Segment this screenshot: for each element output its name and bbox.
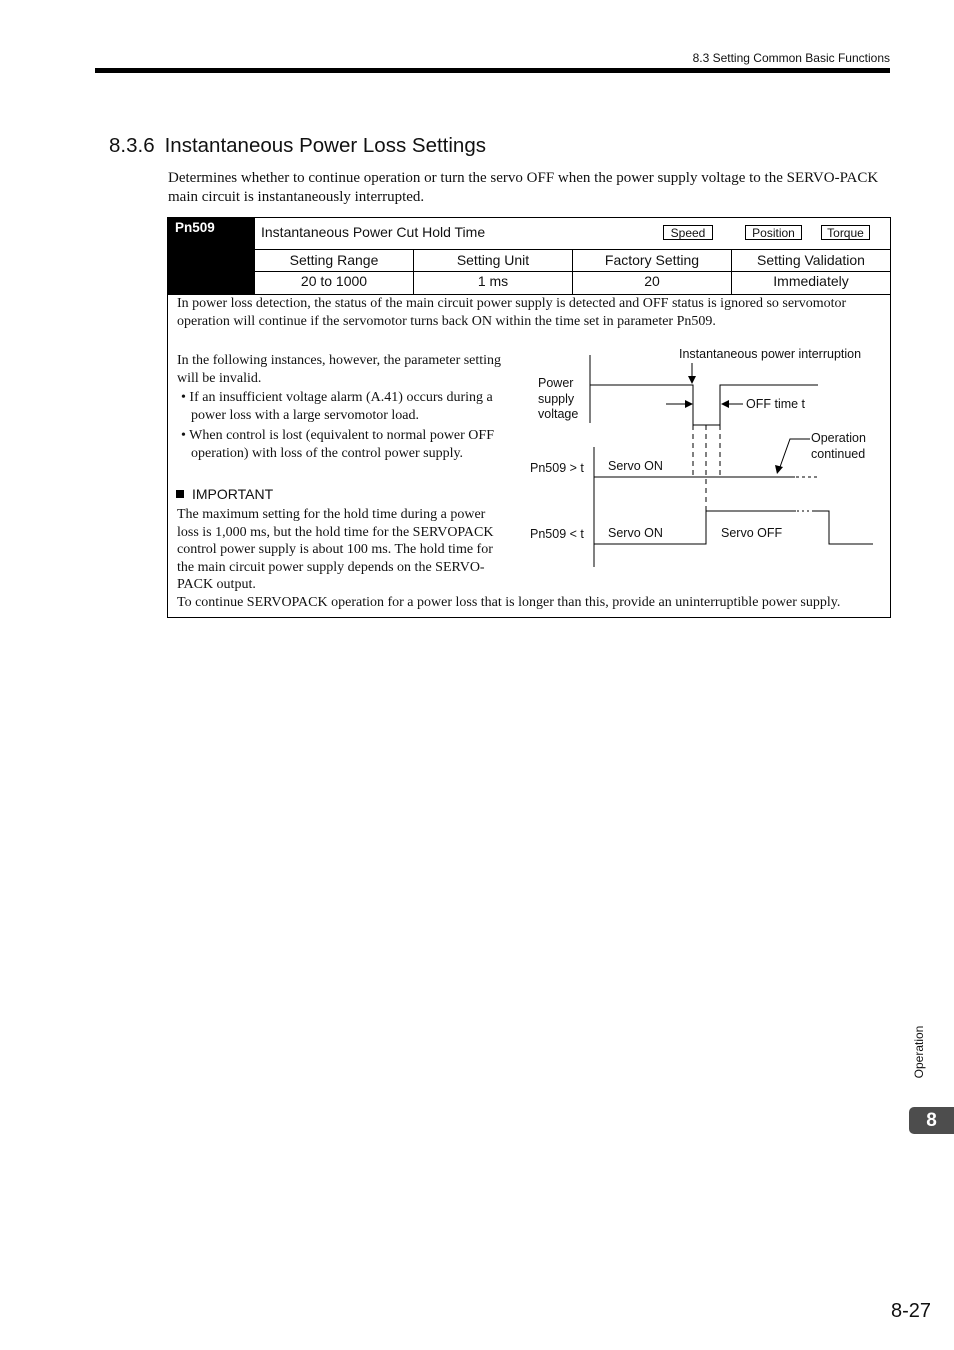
interruption-label: Instantaneous power interruption [679,347,862,361]
closing-note: To continue SERVOPACK operation for a power loss that is longer than this, provide an uninterruptible power supply. [177,595,841,610]
section-number: 8.3.6 [109,134,155,157]
timing-diagram [523,343,883,573]
important-heading-text: IMPORTANT [192,486,274,502]
header-setting-unit: Setting Unit [456,252,530,268]
header-setting-range: Setting Range [289,252,379,268]
value-setting-validation: Immediately [773,273,849,289]
pn509-less-label: Pn509 < t [530,527,584,541]
off-time-right-arrowhead [721,400,729,408]
header-rule [95,68,890,73]
side-chapter-label: Operation [912,1025,926,1079]
invalid-condition-item: • If an insufficient voltage alarm (A.41) occurs during a power loss with a large servomotor load. [181,390,493,423]
invalid-conditions-intro: In the following instances, however, the parameter setting will be invalid. [177,353,502,386]
value-setting-unit: 1 ms [477,273,509,289]
parameter-name: Instantaneous Power Cut Hold Time [261,224,486,240]
mode-tag-speed: Speed [663,225,713,240]
table-divider [255,249,891,250]
operation-continued-leader [780,439,810,467]
section-title [109,134,486,158]
mode-tag-position: Position [745,225,802,240]
operation-continued-arrowhead [775,465,783,474]
power-supply-voltage-label: Power supply voltage [538,376,579,421]
section-title-text: Instantaneous Power Loss Settings [164,134,486,157]
invalid-condition-item: • When control is lost (equivalent to normal power OFF operation) with loss of the control power supply. [181,428,494,461]
servo-waveform-tail [813,511,873,544]
interruption-arrowhead [688,376,696,384]
value-setting-range: 20 to 1000 [300,273,368,289]
important-note: The maximum setting for the hold time during a power loss is 1,000 ms, but the hold time for the SERVOPACK control power supply is about 100 ms. The hold time for the main circuit power supply depends on the SERVO-PACK output. [177,507,494,592]
servo-on-label-1: Servo ON [608,459,663,473]
page-number: 8-27 [890,1300,931,1322]
running-header: 8.3 Setting Common Basic Functions [692,51,890,65]
parameter-id: Pn509 [168,218,255,295]
header-setting-validation: Setting Validation [757,252,865,268]
off-time-left-arrowhead [685,400,693,408]
servo-off-label: Servo OFF [721,526,783,540]
section-intro: Determines whether to continue operation or turn the servo OFF when the power supply voltage to the SERVO-PACK main circuit is instantaneously interrupted. [168,170,879,205]
operation-continued-label: Operation continued [811,431,866,461]
table-divider [255,271,891,272]
square-bullet-icon [176,490,184,498]
off-time-label: OFF time t [746,397,806,411]
parameter-box [167,217,891,618]
pn509-greater-label: Pn509 > t [530,461,584,475]
chapter-tab: 8 [909,1107,954,1134]
important-heading [176,486,273,502]
value-factory-setting: 20 [644,273,660,289]
header-factory-setting: Factory Setting [604,252,700,268]
mode-tag-torque: Torque [821,225,870,240]
servo-on-label-2: Servo ON [608,526,663,540]
parameter-description: In power loss detection, the status of the main circuit power supply is detected and OFF status is ignored so servomotor operation will continue if the servomotor turns back ON within the time set in parameter Pn509. [177,296,847,329]
